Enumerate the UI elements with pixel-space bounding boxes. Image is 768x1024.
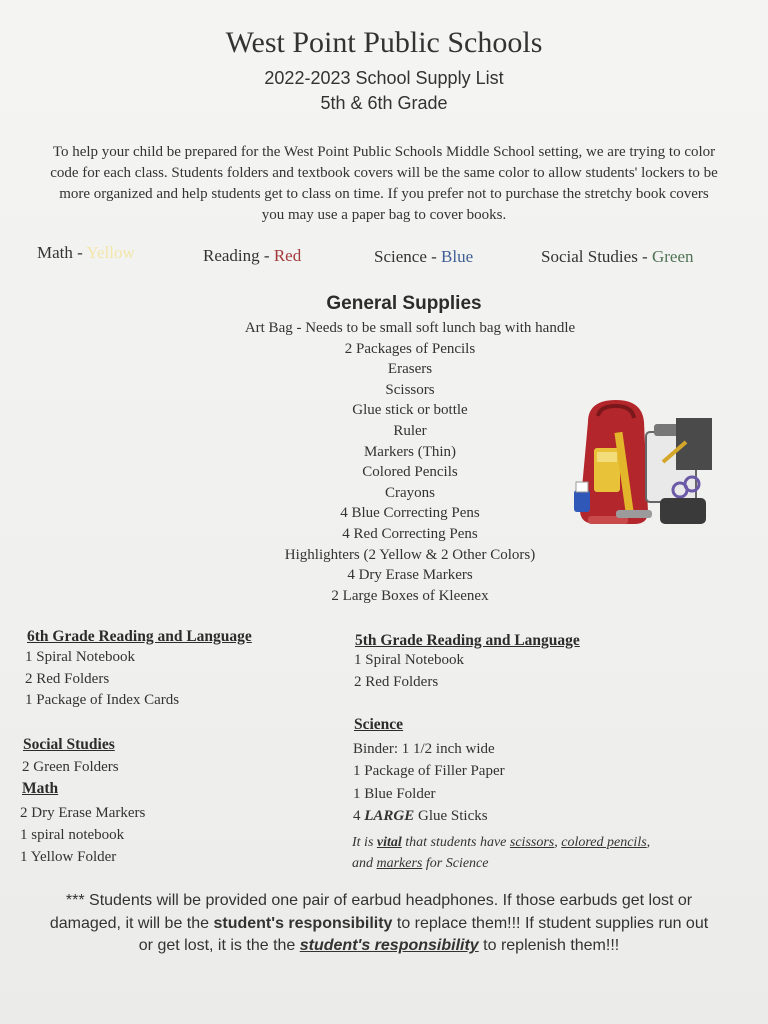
subject-label: Reading - [203,246,274,265]
markers-word: markers [376,856,423,871]
general-supplies-heading: General Supplies [326,293,482,314]
color-code-reading [203,246,301,266]
science-list [353,738,505,827]
list-title: 2022-2023 School Supply List [264,68,504,88]
glue-emphasis: LARGE [364,807,415,824]
list-item: Glue stick or bottle [352,402,468,419]
list-item: Binder: 1 1/2 inch wide [353,741,495,757]
fifth-grade-reading-list [354,650,464,693]
color-name-blue: Blue [441,247,474,266]
list-item: 1 Package of Filler Paper [353,763,505,780]
note-line-1: *** Students will be provided one pair of earbud headphones. If those earbuds get lost or [65,892,693,909]
note-line-3 [18,935,740,958]
intro-line: you may use a paper bag to cover books. [261,207,507,223]
science-heading: Science [354,716,404,733]
list-item: 2 Red Folders [25,670,110,687]
note-text: or get lost, it is the the [138,937,300,954]
color-name-red: Red [273,246,302,265]
list-item: 2 Red Folders [354,673,439,690]
list-item: Scissors [385,381,435,398]
color-name-yellow: Yellow [86,243,135,262]
list-item: 2 Dry Erase Markers [20,805,146,821]
math-list [20,802,145,868]
color-code-math [37,243,135,263]
list-item: Markers (Thin) [363,443,457,460]
page-title: West Point Public Schools [225,26,543,59]
subject-label: Science - [374,247,442,266]
list-item: 4 Red Correcting Pens [342,525,478,542]
list-item: 1 Blue Folder [353,785,436,802]
list-item: 1 Spiral Notebook [25,649,135,665]
list-item: 4 Dry Erase Markers [347,567,473,584]
responsibility-emphasis-underlined: student's responsibility [299,937,479,954]
glue-suffix: Glue Sticks [414,807,488,824]
list-item: 4 Blue Correcting Pens [340,505,480,522]
list-item: Erasers [387,361,433,378]
colored-pencils-word: colored pencils [561,835,647,850]
vital-line-2 [352,853,712,874]
list-item: 1 Package of Index Cards [25,692,180,708]
subject-label: Math - [37,243,87,262]
sixth-grade-reading-heading: 6th Grade Reading and Language [27,628,252,645]
fifth-grade-reading-heading: 5th Grade Reading and Language [355,632,580,649]
color-code-social-studies [541,247,694,267]
list-item: 2 Green Folders [22,759,119,775]
vital-text: for Science [422,856,489,871]
glue-qty: 4 [353,807,365,824]
science-vital-note [352,832,712,874]
subject-label: Social Studies - [541,247,652,266]
responsibility-note [18,890,740,958]
list-item: 1 spiral notebook [20,827,125,843]
vital-word: vital [376,835,402,850]
social-studies-list [22,757,119,779]
intro-paragraph [38,142,730,226]
list-item: Crayons [385,484,435,501]
grade-level: 5th & 6th Grade [320,93,448,113]
math-heading: Math [22,780,59,797]
note-text: damaged, it will be the [49,914,214,932]
list-item: Ruler [393,422,427,439]
list-item: 1 Spiral Notebook [354,652,464,668]
vital-line-1 [352,832,712,853]
list-item: Colored Pencils [362,464,458,481]
color-code-science [374,247,473,267]
list-item: Art Bag - Needs to be small soft lunch bag with handle [244,320,576,336]
sixth-grade-reading-list [25,647,179,712]
responsibility-emphasis: student's responsibility [213,914,393,932]
vital-text: and [352,856,377,871]
vital-text: It is [352,835,377,850]
intro-line: code for each class. Students folders and textbook covers will be the same color to allow students' lockers to be [50,165,718,181]
list-item-glue-sticks [353,805,505,827]
backpack-school-supplies-icon [568,392,718,542]
vital-text: , [554,835,562,850]
note-text: to replenish them!!! [478,937,620,954]
scissors-word: scissors [509,835,555,850]
intro-line: more organized and help students get to class on time. If you prefer not to purchase the stretchy book covers [59,186,709,202]
list-item: 1 Yellow Folder [20,849,117,865]
list-item: 2 Large Boxes of Kleenex [331,587,489,604]
list-item: Highlighters (2 Yellow & 2 Other Colors) [284,546,536,563]
note-text: to replace them!!! If student supplies run out [392,914,709,932]
vital-text: that students have [401,835,510,850]
social-studies-heading: Social Studies [23,736,115,753]
list-item: 2 Packages of Pencils [344,340,476,357]
vital-text: , [646,835,651,850]
note-line-2 [18,913,740,936]
color-name-green: Green [651,247,694,266]
intro-line: To help your child be prepared for the West Point Public Schools Middle School setting, we are trying to color [52,144,716,160]
